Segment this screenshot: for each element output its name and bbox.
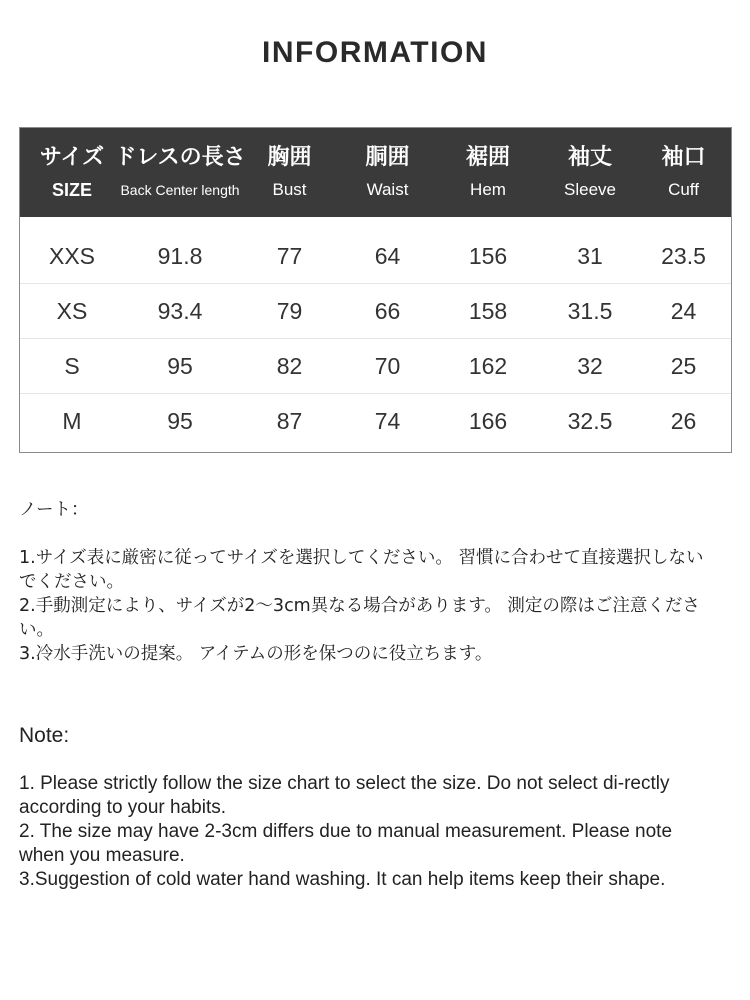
note-item: 3.Suggestion of cold water hand washing. It can help items keep their shape. bbox=[19, 869, 666, 890]
header-jp: 袖口 bbox=[661, 144, 706, 170]
table-cell: 66 bbox=[374, 297, 401, 324]
table-cell: 70 bbox=[374, 352, 401, 379]
note-item: 2. The size may have 2-3cm differs due to manual measurement. Please note when you measure. bbox=[19, 821, 673, 866]
header-bust bbox=[236, 128, 343, 217]
table-cell: 79 bbox=[276, 297, 303, 324]
note-item: 3.冷水手洗いの提案。 アイテムの形を保つのに役立ちます。 bbox=[19, 644, 493, 664]
header-jp: サイズ bbox=[39, 144, 105, 170]
table-cell: 32.5 bbox=[567, 407, 613, 434]
table-cell: 82 bbox=[276, 352, 303, 379]
table-cell: S bbox=[64, 352, 80, 379]
table-cell: 93.4 bbox=[157, 297, 203, 324]
size-chart-table bbox=[19, 127, 732, 453]
table-cell: 91.8 bbox=[157, 242, 203, 269]
table-cell: 24 bbox=[670, 297, 697, 324]
table-cell: 23.5 bbox=[661, 242, 706, 269]
header-en: Cuff bbox=[668, 179, 699, 199]
header-en: Waist bbox=[366, 179, 409, 199]
table-cell: 158 bbox=[468, 297, 508, 324]
header-waist bbox=[343, 128, 432, 217]
table-cell: 77 bbox=[276, 242, 303, 269]
table-header-row bbox=[20, 128, 731, 217]
table-cell: 87 bbox=[276, 407, 303, 434]
table-row bbox=[20, 284, 731, 339]
table-cell: 162 bbox=[468, 352, 508, 379]
table-cell: XXS bbox=[48, 242, 96, 269]
table-row bbox=[20, 339, 731, 394]
note-item: 1.サイズ表に厳密に従ってサイズを選択してください。 習慣に合わせて直接選択しないでください。 bbox=[19, 548, 704, 592]
header-jp: 胴囲 bbox=[365, 144, 410, 170]
table-row bbox=[20, 394, 731, 448]
header-en: Back Center length bbox=[120, 181, 240, 198]
notes-en-heading: Note: bbox=[19, 724, 70, 747]
page-title: INFORMATION bbox=[262, 36, 488, 69]
table-cell: M bbox=[62, 407, 82, 434]
table-body bbox=[20, 217, 731, 452]
table-cell: 156 bbox=[468, 242, 508, 269]
header-en: Hem bbox=[470, 179, 506, 199]
header-en: SIZE bbox=[51, 179, 92, 200]
table-cell: 25 bbox=[670, 352, 697, 379]
note-item: 2.手動測定により、サイズが2〜3cm異なる場合があります。 測定の際はご注意ください。 bbox=[19, 596, 700, 640]
table-cell: 166 bbox=[468, 407, 508, 434]
table-cell: 64 bbox=[374, 242, 401, 269]
header-jp: 胸囲 bbox=[267, 144, 312, 170]
notes-japanese bbox=[19, 498, 719, 666]
header-jp: 裾囲 bbox=[465, 144, 510, 170]
header-sleeve bbox=[544, 128, 636, 217]
table-cell: 95 bbox=[167, 352, 193, 379]
table-cell: 32 bbox=[577, 352, 603, 379]
note-item: 1. Please strictly follow the size chart to select the size. Do not select di-rectly according to your habits. bbox=[19, 773, 670, 818]
table-cell: 31 bbox=[577, 242, 603, 269]
notes-english bbox=[19, 724, 719, 892]
table-cell: XS bbox=[56, 297, 88, 324]
header-hem bbox=[432, 128, 544, 217]
notes-jp-heading: ノート： bbox=[19, 500, 89, 520]
header-jp: ドレスの長さ bbox=[114, 144, 246, 170]
header-en: Sleeve bbox=[564, 179, 616, 199]
header-cuff bbox=[636, 128, 731, 217]
header-size bbox=[20, 128, 124, 217]
table-cell: 31.5 bbox=[567, 297, 613, 324]
table-row bbox=[20, 229, 731, 284]
header-jp: 袖丈 bbox=[567, 144, 612, 170]
table-cell: 26 bbox=[670, 407, 697, 434]
table-cell: 74 bbox=[374, 407, 401, 434]
header-en: Bust bbox=[272, 179, 307, 199]
table-cell: 95 bbox=[167, 407, 193, 434]
header-length bbox=[114, 128, 246, 217]
